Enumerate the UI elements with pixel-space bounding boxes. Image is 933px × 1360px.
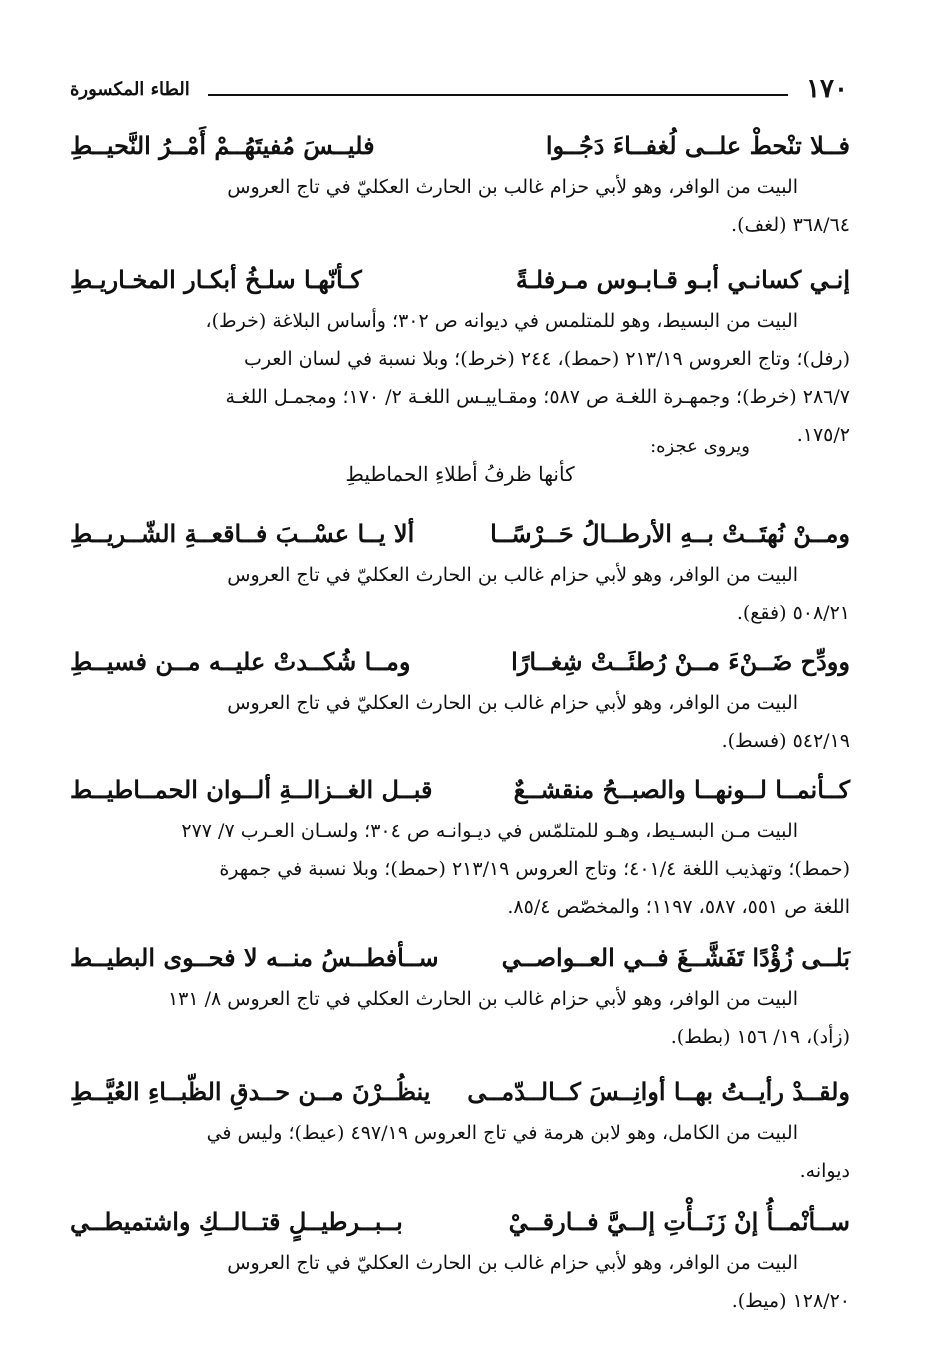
note-line: ١٧٥/٢. (796, 424, 850, 446)
verse-entry (70, 640, 850, 760)
verse-second-hemistich: ســأفطــسُ منــه لا فحــوى البطيــط (70, 943, 439, 972)
note-line: البيت من الوافر، وهو لأبي حزام غالب بن الحارث العكليّ في تاج العروس (227, 1252, 798, 1274)
note-line: ٥٤٢/١٩ (فسط). (721, 730, 850, 752)
verse-second-hemistich: قبــل الغــزالــةِ ألــوان الحمــاطيــط (70, 775, 433, 804)
verse-line (70, 768, 850, 812)
note-line: البيت من الوافر، وهو لأبي حزام غالب بن الحارث العكليّ في تاج العروس (227, 692, 798, 714)
verse-entry (70, 1200, 850, 1320)
verse-note (70, 168, 850, 244)
verse-note (70, 684, 850, 760)
variant-block (70, 436, 850, 492)
note-line: ٣٦٨/٦٤ (لغف). (731, 214, 850, 236)
note-line: البيت من الوافر، وهو لأبي حزام غالب بن الحارث العكليّ في تاج العروس (227, 176, 798, 198)
variant-hemistich: كأنها ظرفُ أطلاءِ الحماطيطِ (345, 462, 575, 486)
note-line: البيت من البسيط، وهو للمتلمس في ديوانه ص ٣٠٢؛ وأساس البلاغة (خرط)، (205, 310, 798, 332)
verse-second-hemistich: كـأنّهـا سلـخُ أبكـار المخـاريـطِ (70, 265, 362, 294)
verse-first-hemistich: ولقــدْ رأيــتُ بهــا أوانِــسَ كــالــدّمــى (467, 1077, 850, 1106)
verse-first-hemistich: ســأنْمــأُ إنْ زَنَــأْتِ إلــيَّ فــارقــيْ (508, 1207, 850, 1236)
note-line: (رفل)؛ وتاج العروس ٢١٣/١٩ (حمط)، ٢٤٤ (خرط)؛ وبلا نسبة في لسان العرب (244, 348, 850, 370)
verse-second-hemistich: فليــسَ مُفيتَهُــمْ أَمْــرُ النَّحيــطِ (70, 131, 375, 160)
page-number: ١٧٠ (806, 74, 848, 104)
verse-note (70, 556, 850, 632)
note-line: (حمط)؛ وتهذيب اللغة ٤٠١/٤؛ وتاج العروس ٢١٣/١٩ (حمط)؛ وبلا نسبة في جمهرة (219, 858, 850, 880)
note-line: البيت مـن البسـيط، وهـو للمتلمّس في ديـوانـه ص ٣٠٤؛ ولسـان العـرب ٧/ ٢٧٧ (181, 820, 798, 842)
verse-note (70, 302, 850, 454)
verse-note (70, 980, 850, 1056)
verse-second-hemistich: ينظُــرْنَ مــن حــدقِ الظّبــاءِ العُيَّــطِ (70, 1077, 431, 1106)
running-title: الطاء المكسورة (70, 78, 190, 100)
variant-label: ويروى عجزه: (650, 436, 750, 457)
note-line: البيت من الكامل، وهو لابن هرمة في تاج العروس ٤٩٧/١٩ (عيط)؛ وليس في (206, 1122, 798, 1144)
verse-second-hemistich: ألا يــا عسْــبَ فــاقعــةِ الشّــريــطِ (70, 519, 415, 548)
verse-note (70, 1114, 850, 1190)
verse-entry (70, 258, 850, 492)
note-line: البيت من الوافر، وهو لأبي حزام غالب بن الحارث العكليّ في تاج العروس (227, 564, 798, 586)
verse-first-hemistich: ومــنْ نُهتَــتْ بــهِ الأرطــالُ حَــرْسًــا (490, 519, 850, 548)
verse-entry (70, 768, 850, 926)
note-line: ديوانه. (799, 1160, 850, 1182)
note-line: ١٢٨/٢٠ (ميط). (731, 1290, 850, 1312)
verse-line (70, 640, 850, 684)
verse-line (70, 1200, 850, 1244)
verse-first-hemistich: كــأنمــا لــونهــا والصبــحُ منقشــعٌ (513, 775, 850, 804)
note-line: (زأد)، ١٩/ ١٥٦ (بطط). (670, 1026, 850, 1048)
note-line: ٥٠٨/٢١ (فقع). (736, 602, 850, 624)
verse-first-hemistich: إنـي كسانـي أبـو قـابـوس مـرفلـةً (515, 265, 850, 294)
verse-line (70, 258, 850, 302)
verse-first-hemistich: بَلــى زُؤْدًا تَفَشَّــغَ فــي العــواصــي (501, 943, 850, 972)
verse-line (70, 936, 850, 980)
header-rule (208, 94, 788, 96)
verse-note (70, 1244, 850, 1320)
note-line: البيت من الوافر، وهو لأبي حزام غالب بن الحارث العكلي في تاج العروس ٨/ ١٣١ (167, 988, 798, 1010)
verse-line (70, 512, 850, 556)
verse-note (70, 812, 850, 926)
verse-line (70, 1070, 850, 1114)
verse-second-hemistich: ومــا شُكــدتْ عليــه مــن فسيــطِ (70, 647, 411, 676)
verse-entry (70, 1070, 850, 1190)
verse-entry (70, 512, 850, 632)
note-line: اللغة ص ٥٥١، ٥٨٧، ١١٩٧؛ والمخصّص ٨٥/٤. (507, 896, 850, 918)
note-line: ٢٨٦/٧ (خرط)؛ وجمهـرة اللغـة ص ٥٨٧؛ ومقـاييـس اللغـة ٢/ ١٧٠؛ ومجمـل اللغـة (225, 386, 850, 408)
verse-first-hemistich: فــلا تنْحطْ علــى لُغفــاءَ دَجُــوا (545, 131, 850, 160)
verse-line (70, 124, 850, 168)
verse-second-hemistich: بــبــرطيــلٍ قتــالــكِ واشتميطــي (70, 1207, 403, 1236)
verse-entry (70, 124, 850, 244)
verse-first-hemistich: وودِّح ضَــنْءَ مــنْ رُطئَــتْ شِغــارًا (511, 647, 850, 676)
verse-entry (70, 936, 850, 1056)
page-header (70, 72, 848, 106)
